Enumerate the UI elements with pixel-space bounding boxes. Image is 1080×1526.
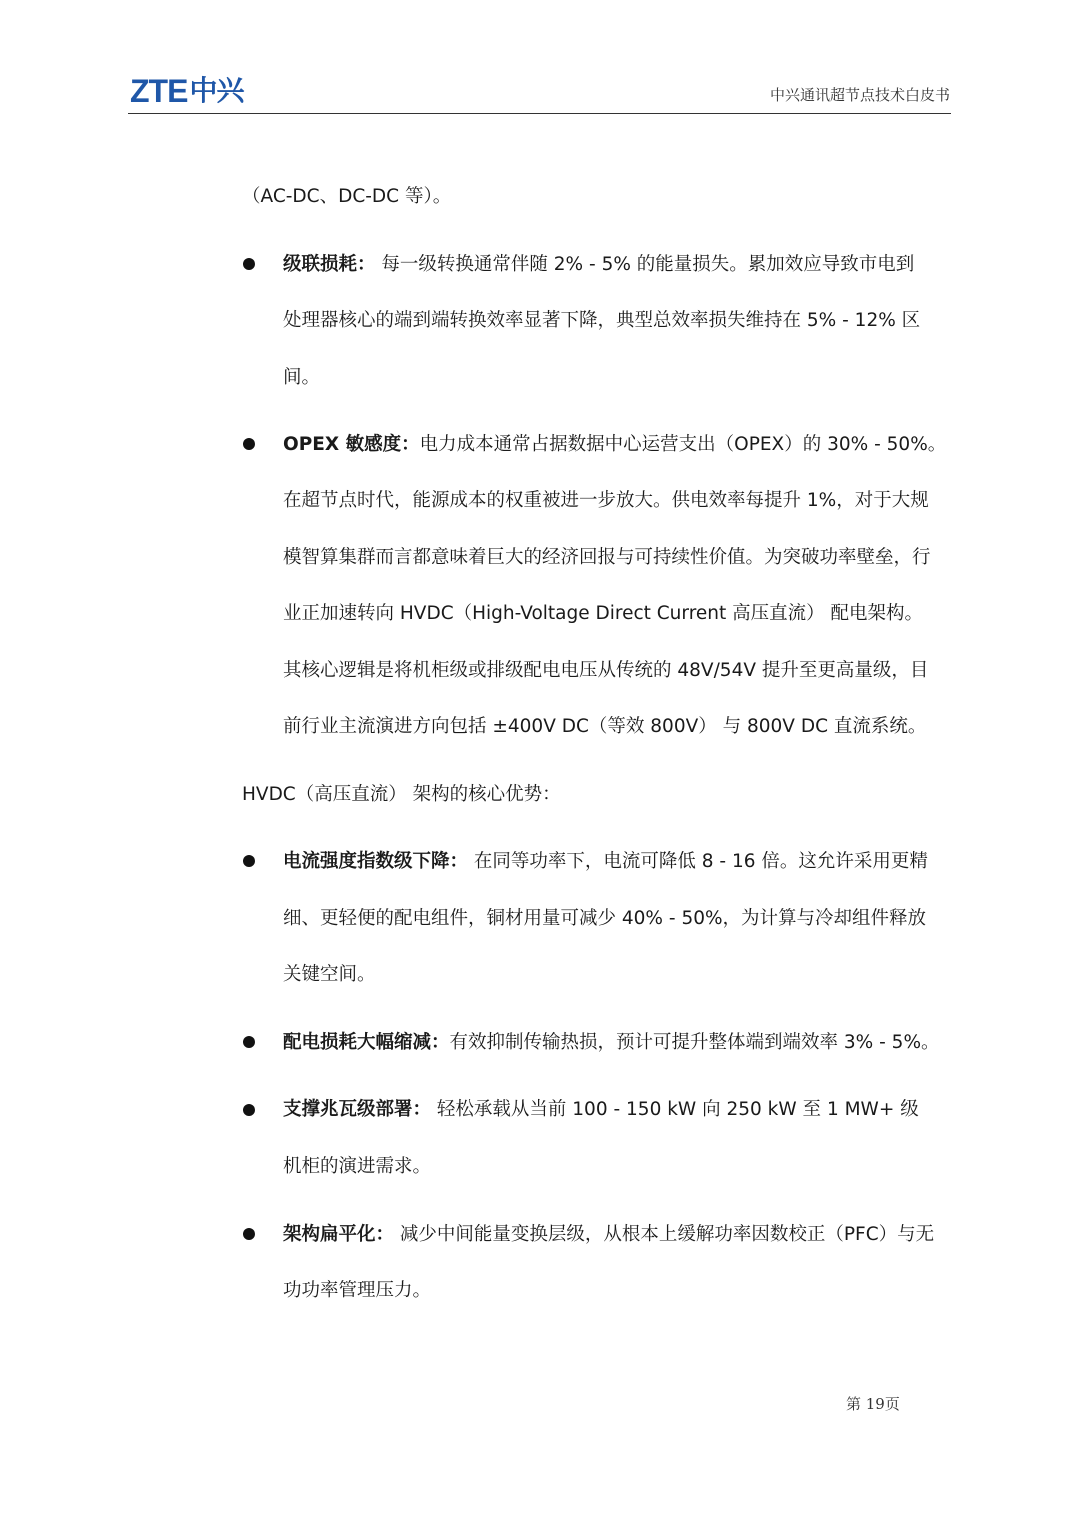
bullet-text: 电力成本通常占据数据中心运营支出（OPEX）的 30% - 50%。 <box>419 434 947 455</box>
bullet-opex-line-6: 前行业主流演进方向包括 ±400V DC（等效 800V） 与 800V DC 直流系统。 <box>283 716 927 737</box>
bullet-opex-line-5: 其核心逻辑是将机柜级或排级配电电压从传统的 48V/54V 提升至更高量级，目 <box>283 660 929 681</box>
bullet-current-line-2: 细、更轻便的配电组件，铜材用量可减少 40% - 50%，为计算与冷却组件释放 <box>283 908 927 929</box>
bullet-cascade-loss-line-1 <box>283 251 914 279</box>
bullet-cascade-loss-line-3: 间。 <box>283 367 321 388</box>
bullet-text: 轻松承载从当前 100 - 150 kW 向 250 kW 至 1 MW+ 级 <box>431 1099 919 1120</box>
bullet-term: 电流强度指数级下降： <box>283 851 469 872</box>
bullet-dot <box>243 1036 255 1048</box>
bullet-dot <box>243 438 255 450</box>
bullet-term: 架构扁平化： <box>283 1224 395 1245</box>
bullet-opex-line-3: 模智算集群而言都意味着巨大的经济回报与可持续性价值。为突破功率壁垒，行 <box>283 547 931 568</box>
document-title: 中兴通讯超节点技术白皮书 <box>769 86 950 104</box>
bullet-term: 配电损耗大幅缩减： <box>283 1032 450 1053</box>
bullet-current-line-1 <box>283 848 928 876</box>
intro-line: （AC-DC、DC-DC 等）。 <box>242 186 452 207</box>
bullet-megawatt-line-1 <box>283 1096 919 1124</box>
header-divider <box>128 113 951 114</box>
bullet-flattening-line-1 <box>283 1221 934 1249</box>
bullet-term: 支撑兆瓦级部署： <box>283 1099 432 1120</box>
logo-latin: ZTE <box>130 73 188 109</box>
bullet-dot <box>243 1228 255 1240</box>
bullet-opex-line-1 <box>283 431 946 459</box>
bullet-opex-line-2: 在超节点时代，能源成本的权重被进一步放大。供电效率每提升 1%，对于大规 <box>283 490 929 511</box>
bullet-text: 有效抑制传输热损，预计可提升整体端到端效率 3% - 5%。 <box>449 1032 940 1053</box>
bullet-term: OPEX 敏感度： <box>283 434 420 455</box>
page-number: 第 19页 <box>846 1395 900 1413</box>
bullet-flattening-line-2: 功功率管理压力。 <box>283 1280 432 1301</box>
bullet-dot <box>243 258 255 270</box>
bullet-cascade-loss-line-2: 处理器核心的端到端转换效率显著下降，典型总效率损失维持在 5% - 12% 区 <box>283 310 921 331</box>
bullet-current-line-3: 关键空间。 <box>283 964 376 985</box>
bullet-text: 在同等功率下，电流可降低 8 - 16 倍。这允许采用更精 <box>468 851 928 872</box>
bullet-dot <box>243 1104 255 1116</box>
logo-chinese: 中兴 <box>189 75 244 106</box>
section-heading: HVDC（高压直流） 架构的核心优势： <box>242 784 561 805</box>
bullet-opex-line-4: 业正加速转向 HVDC（High-Voltage Direct Current 高压直流） 配电架构。 <box>283 603 924 624</box>
bullet-distribution-loss-line-1 <box>283 1029 940 1057</box>
bullet-text: 减少中间能量变换层级，从根本上缓解功率因数校正（PFC）与无 <box>394 1224 935 1245</box>
zte-logo <box>130 74 243 108</box>
bullet-text: 每一级转换通常伴随 2% - 5% 的能量损失。累加效应导致市电到 <box>375 254 915 275</box>
bullet-term: 级联损耗： <box>283 254 376 275</box>
bullet-dot <box>243 855 255 867</box>
bullet-megawatt-line-2: 机柜的演进需求。 <box>283 1156 432 1177</box>
